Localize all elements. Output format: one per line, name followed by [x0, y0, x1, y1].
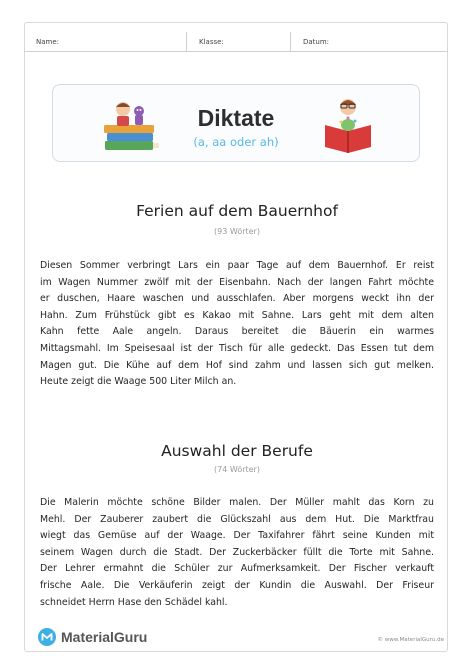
text-line: Mehl. Der Zauberer zaubert die Glückszahl aus dem Hut. Die Marktfrau [40, 513, 434, 525]
dictation-text-berufe [40, 495, 434, 611]
text-line: Die Malerin möchte schöne Bilder malen. Der Müller mahlt das Korn zu [40, 497, 434, 508]
class-label: Klasse: [199, 38, 224, 46]
text-line: seinem Wagen durch die Stadt. Der Zuckerbäcker füllt die Torte mit Sahne. [40, 546, 434, 558]
name-field[interactable] [24, 32, 186, 52]
text-line: wiegt das Gemüse auf der Waage. Der Taxifahrer fährt seine Kunden mit [40, 530, 434, 542]
text-line: Magen gut. Die Kühe auf dem Hof sind zahm und lassen sich gut melken. [40, 359, 434, 371]
text-line: Kahn fette Aale angeln. Daraus bereitet die Bäuerin ein warmes [40, 326, 434, 338]
text-line: er duschen, Haare waschen und ausschlafen. Aber morgens weckt ihn der [40, 293, 434, 305]
date-label: Datum: [303, 38, 330, 46]
name-label: Name: [36, 38, 60, 46]
text-line: Der Lehrer ermahnt die Schüler zur Aufmerksamkeit. Der Fischer verkauft [40, 563, 434, 575]
text-line: Mittagsmahl. Im Speisesaal ist der Tisch für alle gedeckt. Das Essen tut dem [40, 342, 434, 354]
logo-text: MaterialGuru [61, 629, 148, 645]
worksheet-header [24, 32, 448, 52]
section-title-berufe: Auswahl der Berufe [161, 442, 313, 460]
logo-circle-icon [38, 628, 56, 646]
title-box [52, 84, 420, 162]
word-count-berufe: (74 Wörter) [214, 465, 260, 474]
worksheet-title: Diktate [197, 105, 275, 131]
text-line: frische Aale. Die Verkäuferin zeigt der Kundin die Auswahl. Der Friseur [40, 579, 434, 591]
date-field[interactable] [290, 32, 448, 52]
section-title-ferien: Ferien auf dem Bauernhof [136, 202, 338, 220]
text-line: im Wagen Nummer zwölf mit der Eisenbahn. Nach der langen Fahrt möchte [40, 276, 434, 288]
word-count-ferien: (93 Wörter) [214, 227, 260, 236]
text-line: schneidet Herrn Hase den Schädel kahl. [40, 596, 228, 608]
dictation-text-ferien [40, 258, 434, 391]
kid-reading-book-illustration [319, 95, 377, 155]
class-field[interactable] [186, 32, 290, 52]
worksheet-subtitle: (a, aa oder ah) [193, 135, 279, 149]
materialguru-logo [38, 628, 147, 646]
footer-url: © www.MaterialGuru.de [377, 637, 444, 643]
text-line: Diesen Sommer verbringt Lars ein paar Tage auf dem Bauernhof. Er reist [40, 260, 434, 271]
text-line: Hahn. Zum Frühstück gibt es Kakao mit Sahne. Lars geht mit dem alten [40, 309, 434, 321]
text-line: Heute zeigt die Waage 500 Liter Milch an. [40, 376, 237, 388]
